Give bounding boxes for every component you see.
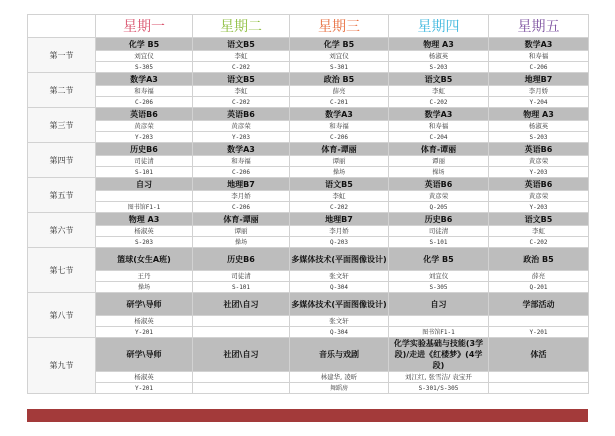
period-5-teachers-row (28, 191, 589, 202)
teacher-cell: 黄彦荣 (193, 121, 290, 132)
room-cell: C-206 (96, 97, 193, 108)
room-cell: Q-203 (290, 237, 389, 248)
period-label: 第九节 (28, 338, 96, 394)
timetable (27, 14, 589, 394)
subject-cell: 语文B5 (389, 73, 489, 86)
teacher-cell: 黄彦荣 (489, 156, 589, 167)
teacher-cell: 李月娇 (489, 86, 589, 97)
corner-cell (28, 15, 96, 38)
teacher-cell: 李虹 (389, 86, 489, 97)
teacher-cell: 李月娇 (193, 191, 290, 202)
room-cell: Q-205 (389, 202, 489, 213)
room-cell: 操场 (389, 167, 489, 178)
room-cell: 图书馆F1-1 (96, 202, 193, 213)
room-cell: Q-304 (290, 327, 389, 338)
subject-cell: 社团\自习 (193, 338, 290, 372)
teacher-cell: 薛亮 (290, 86, 389, 97)
subject-cell: 化学 B5 (290, 38, 389, 51)
day-header-tuesday: 星期二 (193, 15, 290, 38)
teacher-cell: 杨淑英 (96, 226, 193, 237)
room-cell: C-206 (193, 167, 290, 178)
room-cell: C-206 (489, 62, 589, 73)
room-cell (193, 383, 290, 394)
subject-cell: 学部活动 (489, 293, 589, 316)
teacher-cell (193, 316, 290, 327)
day-header-thursday: 星期四 (389, 15, 489, 38)
room-cell: 舞蹈房 (290, 383, 389, 394)
teacher-cell: 司徒清 (193, 271, 290, 282)
timetable-sheet (27, 14, 588, 394)
room-cell (489, 383, 589, 394)
teacher-cell: 刘宜仪 (290, 51, 389, 62)
subject-cell: 物理 A3 (96, 213, 193, 226)
subject-cell: 地理B7 (489, 73, 589, 86)
period-5-subjects-row (28, 178, 589, 191)
room-cell: S-203 (389, 62, 489, 73)
teacher-cell: 杨淑英 (489, 121, 589, 132)
footer-bar (27, 409, 588, 422)
teacher-cell: 李虹 (489, 226, 589, 237)
period-8-rooms-row (28, 327, 589, 338)
subject-cell: 体育-谭丽 (389, 143, 489, 156)
period-5-rooms-row (28, 202, 589, 213)
teacher-cell: 刘宜仪 (389, 271, 489, 282)
period-6-teachers-row (28, 226, 589, 237)
teacher-cell: 李虹 (193, 86, 290, 97)
subject-cell: 英语B6 (489, 143, 589, 156)
period-1-rooms-row (28, 62, 589, 73)
room-cell: Y-201 (96, 327, 193, 338)
teacher-cell: 司徒清 (96, 156, 193, 167)
subject-cell: 篮球(女生A班) (96, 248, 193, 271)
period-4-subjects-row (28, 143, 589, 156)
period-7-subjects-row (28, 248, 589, 271)
period-8-teachers-row (28, 316, 589, 327)
subject-cell: 语文B5 (193, 73, 290, 86)
subject-cell: 体育-谭丽 (193, 213, 290, 226)
period-label: 第五节 (28, 178, 96, 213)
period-8-subjects-row (28, 293, 589, 316)
period-3-teachers-row (28, 121, 589, 132)
period-3-rooms-row (28, 132, 589, 143)
day-header-monday: 星期一 (96, 15, 193, 38)
subject-cell: 音乐与戏剧 (290, 338, 389, 372)
subject-cell: 历史B6 (193, 248, 290, 271)
subject-cell: 数学A3 (290, 108, 389, 121)
subject-cell: 政治 B5 (489, 248, 589, 271)
teacher-cell: 杨淑英 (96, 372, 193, 383)
teacher-cell: 杨淑英 (96, 316, 193, 327)
teacher-cell: 谭丽 (290, 156, 389, 167)
teacher-cell: 和寿福 (389, 121, 489, 132)
subject-cell: 语文B5 (290, 178, 389, 191)
room-cell: Y-201 (96, 383, 193, 394)
day-header-wednesday: 星期三 (290, 15, 389, 38)
subject-cell: 英语B6 (193, 108, 290, 121)
teacher-cell: 林建华, 凌昕 (290, 372, 389, 383)
room-cell: C-206 (290, 132, 389, 143)
room-cell: Y-201 (489, 327, 589, 338)
period-9-rooms-row (28, 383, 589, 394)
room-cell: S-301 (290, 62, 389, 73)
period-7-rooms-row (28, 282, 589, 293)
teacher-cell: 李月娇 (290, 226, 389, 237)
room-cell: S-203 (489, 132, 589, 143)
room-cell: Y-203 (489, 167, 589, 178)
room-cell: 操场 (290, 167, 389, 178)
subject-cell: 政治 B5 (290, 73, 389, 86)
subject-cell: 语文B5 (193, 38, 290, 51)
room-cell: S-301/S-305 (389, 383, 489, 394)
subject-cell: 物理 A3 (489, 108, 589, 121)
period-2-teachers-row (28, 86, 589, 97)
teacher-cell: 王丹 (96, 271, 193, 282)
subject-cell: 英语B6 (489, 178, 589, 191)
teacher-cell: 黄彦荣 (489, 191, 589, 202)
subject-cell: 地理B7 (290, 213, 389, 226)
period-label: 第四节 (28, 143, 96, 178)
subject-cell: 英语B6 (96, 108, 193, 121)
period-2-rooms-row (28, 97, 589, 108)
teacher-cell: 和寿福 (290, 121, 389, 132)
period-1-subjects-row (28, 38, 589, 51)
subject-cell: 自习 (96, 178, 193, 191)
subject-cell: 英语B6 (389, 178, 489, 191)
teacher-cell: 司徒清 (389, 226, 489, 237)
teacher-cell (193, 372, 290, 383)
teacher-cell: 薛亮 (489, 271, 589, 282)
period-label: 第六节 (28, 213, 96, 248)
period-label: 第二节 (28, 73, 96, 108)
teacher-cell: 和寿福 (96, 86, 193, 97)
teacher-cell: 和寿福 (193, 156, 290, 167)
period-7-teachers-row (28, 271, 589, 282)
subject-cell: 化学实验基础与技能(3学段)/走进《红楼梦》(4学段) (389, 338, 489, 372)
room-cell: Y-203 (193, 132, 290, 143)
room-cell: C-204 (389, 132, 489, 143)
subject-cell: 研学\导师 (96, 338, 193, 372)
period-label: 第七节 (28, 248, 96, 293)
subject-cell: 历史B6 (389, 213, 489, 226)
subject-cell: 研学\导师 (96, 293, 193, 316)
subject-cell: 体活 (489, 338, 589, 372)
room-cell: Y-204 (489, 97, 589, 108)
period-3-subjects-row (28, 108, 589, 121)
teacher-cell: 李虹 (193, 51, 290, 62)
period-6-subjects-row (28, 213, 589, 226)
room-cell: Q-201 (489, 282, 589, 293)
teacher-cell (489, 372, 589, 383)
room-cell: S-305 (96, 62, 193, 73)
subject-cell: 地理B7 (193, 178, 290, 191)
subject-cell: 历史B6 (96, 143, 193, 156)
teacher-cell: 黄彦荣 (96, 121, 193, 132)
period-label: 第三节 (28, 108, 96, 143)
room-cell: 操场 (193, 237, 290, 248)
period-4-teachers-row (28, 156, 589, 167)
teacher-cell: 谭丽 (389, 156, 489, 167)
period-4-rooms-row (28, 167, 589, 178)
subject-cell: 语文B5 (489, 213, 589, 226)
room-cell: 操场 (96, 282, 193, 293)
room-cell (193, 327, 290, 338)
subject-cell: 体育-谭丽 (290, 143, 389, 156)
room-cell: S-101 (96, 167, 193, 178)
room-cell: 图书馆F1-1 (389, 327, 489, 338)
period-2-subjects-row (28, 73, 589, 86)
teacher-cell (489, 316, 589, 327)
room-cell: S-101 (389, 237, 489, 248)
room-cell: S-305 (389, 282, 489, 293)
timetable-body (28, 38, 589, 394)
day-header-row (28, 15, 589, 38)
room-cell: C-202 (489, 237, 589, 248)
room-cell: C-202 (290, 202, 389, 213)
subject-cell: 多媒体技术(平面图像设计) (290, 248, 389, 271)
teacher-cell: 刘宜仪 (96, 51, 193, 62)
teacher-cell: 张文轩 (290, 316, 389, 327)
subject-cell: 社团\自习 (193, 293, 290, 316)
period-label: 第八节 (28, 293, 96, 338)
subject-cell: 化学 B5 (389, 248, 489, 271)
subject-cell: 物理 A3 (389, 38, 489, 51)
day-header-friday: 星期五 (489, 15, 589, 38)
subject-cell: 数学A3 (193, 143, 290, 156)
subject-cell: 多媒体技术(平面图像设计) (290, 293, 389, 316)
room-cell: C-202 (389, 97, 489, 108)
room-cell: C-202 (193, 97, 290, 108)
subject-cell: 化学 B5 (96, 38, 193, 51)
room-cell: Y-203 (489, 202, 589, 213)
subject-cell: 数学A3 (489, 38, 589, 51)
subject-cell: 数学A3 (96, 73, 193, 86)
room-cell: C-201 (290, 97, 389, 108)
room-cell: C-206 (193, 202, 290, 213)
subject-cell: 自习 (389, 293, 489, 316)
teacher-cell (96, 191, 193, 202)
room-cell: Y-203 (96, 132, 193, 143)
teacher-cell: 张文轩 (290, 271, 389, 282)
period-6-rooms-row (28, 237, 589, 248)
period-9-subjects-row (28, 338, 589, 372)
room-cell: Q-304 (290, 282, 389, 293)
teacher-cell: 杨淑英 (389, 51, 489, 62)
teacher-cell (389, 316, 489, 327)
teacher-cell: 刘江红, 张雪洁/ 袁宝开 (389, 372, 489, 383)
period-9-teachers-row (28, 372, 589, 383)
room-cell: S-203 (96, 237, 193, 248)
period-label: 第一节 (28, 38, 96, 73)
room-cell: C-202 (193, 62, 290, 73)
teacher-cell: 黄彦荣 (389, 191, 489, 202)
subject-cell: 数学A3 (389, 108, 489, 121)
teacher-cell: 李虹 (290, 191, 389, 202)
room-cell: S-101 (193, 282, 290, 293)
teacher-cell: 和寿福 (489, 51, 589, 62)
teacher-cell: 谭丽 (193, 226, 290, 237)
period-1-teachers-row (28, 51, 589, 62)
